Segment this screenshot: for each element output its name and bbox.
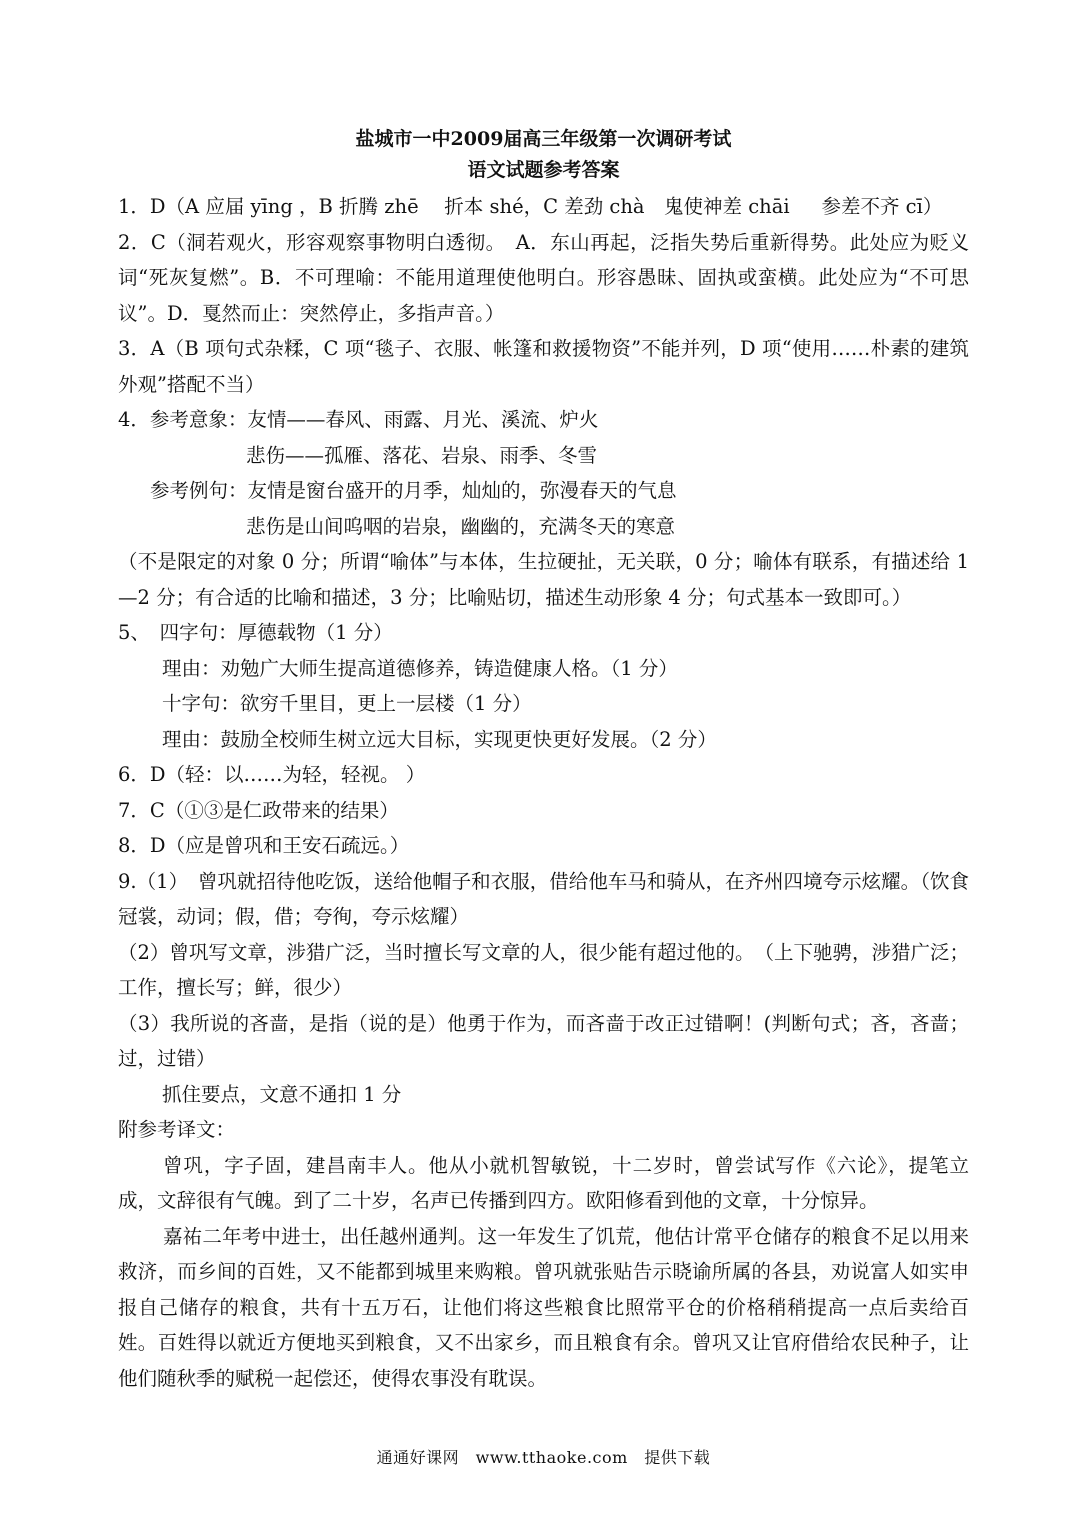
answer-5-four-char: 5、 四字句：厚德载物（1 分） bbox=[118, 621, 393, 644]
translation-paragraph-1: 曾巩，字子固，建昌南丰人。他从小就机智敏锐，十二岁时，曾尝试写作《六论》，提笔立成，文辞很有气魄。到了二十岁，名声已传播到四方。欧阳修看到他的文章，十分惊异。 bbox=[118, 1153, 969, 1212]
answer-7: 7．C（①③是仁政带来的结果） bbox=[118, 798, 399, 822]
answer-4-example-friendship: 参考例句：友情是窗台盛开的月季，灿灿的，弥漫春天的气息 bbox=[150, 479, 677, 502]
answer-9-note: 抓住要点，文意不通扣 1 分 bbox=[162, 1082, 402, 1106]
answer-5-reason-1: 理由：劝勉广大师生提高道德修养，铸造健康人格。（1 分） bbox=[162, 656, 678, 680]
answer-8: 8．D（应是曾巩和王安石疏远。） bbox=[118, 834, 410, 857]
answer-5-reason-2: 理由：鼓励全校师生树立远大目标，实现更快更好发展。（2 分） bbox=[162, 727, 717, 751]
translation-heading: 附参考译文： bbox=[118, 1118, 236, 1141]
page-footer: 通通好课网 www.tthaoke.com 提供下载 bbox=[376, 1448, 711, 1467]
answer-4-imagery-sorrow: 悲伤——孤雁、落花、岩泉、雨季、冬雪 bbox=[246, 443, 598, 467]
answer-body bbox=[118, 189, 969, 1396]
answer-5-ten-char: 十字句：欲穷千里目，更上一层楼（1 分） bbox=[162, 692, 532, 715]
answer-3: 3．A（B 项句式杂糅，C 项“毯子、衣服、帐篷和救援物资”不能并列，D 项“使用……朴素的建筑外观”搭配不当） bbox=[118, 337, 969, 396]
answer-1: 1．D（A 应届 yīng ，B 折腾 zhē 折本 shé，C 差劲 chà 鬼使神差 chāi 参差不齐 cī） bbox=[118, 195, 943, 218]
doc-subtitle: 语文试题参考答案 bbox=[467, 159, 620, 181]
answer-9-part-3: （3）我所说的吝啬，是指（说的是）他勇于作为，而吝啬于改正过错啊！(判断句式；吝，吝啬；过，过错） bbox=[118, 1011, 969, 1070]
answer-4-imagery-friendship: 4．参考意象：友情——春风、雨露、月光、溪流、炉火 bbox=[118, 408, 599, 431]
answer-9-part-2: （2）曾巩写文章，涉猎广泛，当时擅长写文章的人，很少能有超过他的。 （上下驰骋，涉猎广泛；工作，擅长写；鲜，很少） bbox=[118, 940, 969, 999]
answer-4-example-sorrow: 悲伤是山间呜咽的岩泉，幽幽的，充满冬天的寒意 bbox=[246, 514, 676, 538]
doc-title: 盐城市一中2009届高三年级第一次调研考试 bbox=[355, 128, 732, 150]
answer-4-scoring: （不是限定的对象 0 分；所谓“喻体”与本体，生拉硬扯，无关联，0 分；喻体有联系，有描述给 1—2 分；有合适的比喻和描述，3 分；比喻贴切，描述生动形象 4 分；句式基本一致即可。） bbox=[118, 550, 969, 609]
translation-paragraph-2: 嘉祐二年考中进士，出任越州通判。这一年发生了饥荒，他估计常平仓储存的粮食不足以用来救济，而乡间的百姓，又不能都到城里来购粮。曾巩就张贴告示晓谕所属的各县，劝说富人如实申报自己储存的粮食，共有十五万石，让他们将这些粮食比照常平仓的价格稍稍提高一点后卖给百姓。百姓得以就近方便地买到粮食，又不出家乡，而且粮食有余。曾巩又让官府借给农民种子，让他们随秋季的赋税一起偿还，使得农事没有耽误。 bbox=[118, 1224, 969, 1390]
answer-9-part-1: 9.（1） 曾巩就招待他吃饭，送给他帽子和衣服，借给他车马和骑从，在齐州四境夸示炫耀。（饮食冠裳，动词；假，借；夸徇，夸示炫耀） bbox=[118, 869, 969, 928]
answer-2: 2．C（洞若观火，形容观察事物明白透彻。 A．东山再起，泛指失势后重新得势。此处应为贬义词“死灰复燃”。B．不可理喻：不能用道理使他明白。形容愚昧、固执或蛮横。此处应为“不可思议”。D．戛然而止：突然停止，多指声音。） bbox=[118, 230, 969, 325]
answer-6: 6．D（轻：以……为轻，轻视。 ） bbox=[118, 763, 426, 786]
